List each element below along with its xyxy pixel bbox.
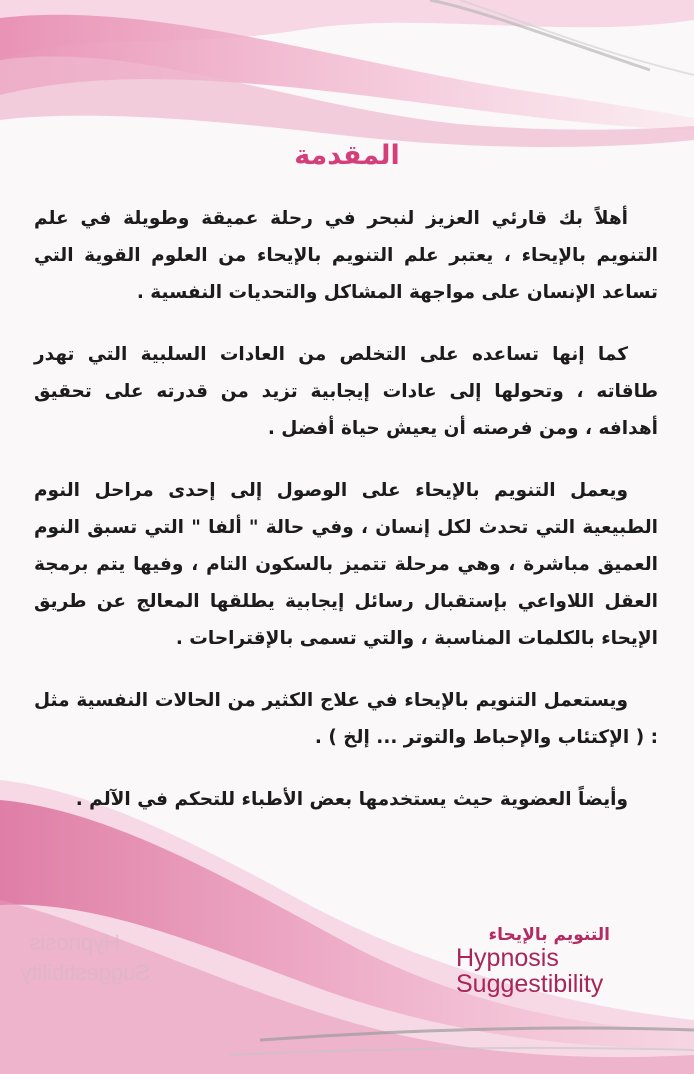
paragraph-5: وأيضاً العضوية حيث يستخدمها بعض الأطباء للتحكم في الآلم . — [75, 789, 628, 810]
book-brand-logo — [430, 925, 630, 997]
svg-text:Hypnosis: Hypnosis — [29, 930, 120, 955]
brand-english-line1: Hypnosis — [456, 944, 559, 972]
page-title: المقدمة — [294, 140, 400, 171]
paragraph-2: كما إنها تساعده على التخلص من العادات السلبية التي تهدر طاقاته ، وتحولها إلى عادات إيجابية تزيد من قدرته على تحقيق أهدافه ، ومن فرصته أن يعيش حياة أفضل . — [34, 344, 658, 439]
paragraph-4: ويستعمل التنويم بالإيحاء في علاج الكثير من الحالات النفسية مثل : ( الإكتئاب والإحباط والتوتر ... إلخ ) . — [34, 690, 658, 748]
svg-text:Suggestibility: Suggestibility — [20, 960, 150, 985]
brand-arabic-title: التنويم بالإيحاء — [488, 925, 610, 945]
brand-english-line2: Suggestibility — [456, 970, 604, 998]
paragraph-1: أهلاً بك قارئي العزيز لنبحر في رحلة عميقة وطويلة في علم التنويم بالإيحاء ، يعتبر علم التنويم بالإيحاء من العلوم القوية التي تساعد الإنسان على مواجهة المشاكل والتحديات النفسية . — [34, 208, 658, 303]
body-text — [34, 200, 658, 843]
paragraph-3: ويعمل التنويم بالإيحاء على الوصول إلى إحدى مراحل النوم الطبيعية التي تحدث لكل إنسان ، وفي حالة " ألفا " التي تسبق النوم العميق مباشرة ، وهي مرحلة تتميز بالسكون التام ، وفيها يتم برمجة العقل اللاواعي بإستقبال رسائل إيجابية يطلقها المعالج عن طريق الإيحاء بالكلمات المناسبة ، والتي تسمى بالإقتراحات . — [34, 480, 658, 649]
